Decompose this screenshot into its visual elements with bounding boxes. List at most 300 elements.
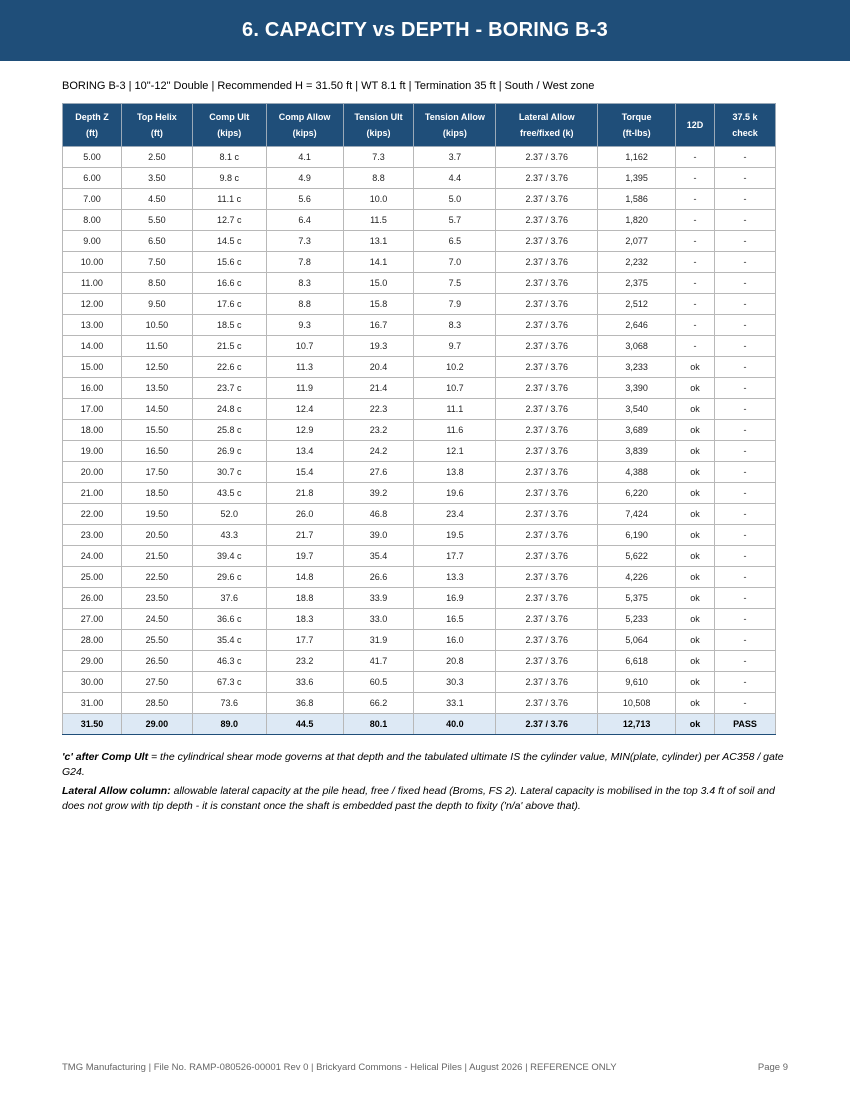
table-cell: 11.5 — [343, 210, 414, 231]
table-cell: 10.0 — [343, 189, 414, 210]
section-title: 6. CAPACITY vs DEPTH - BORING B-3 — [242, 19, 608, 41]
table-cell: - — [715, 672, 776, 693]
recommended-depth-row — [63, 714, 776, 735]
column-header-label: Comp Ult — [209, 112, 250, 122]
table-cell: 2.37 / 3.76 — [496, 462, 598, 483]
column-header-label: Tension Ult — [354, 112, 403, 122]
table-cell: 33.9 — [343, 588, 414, 609]
table-cell: 19.5 — [414, 525, 496, 546]
table-row — [63, 210, 776, 231]
table-cell: 5,233 — [598, 609, 676, 630]
table-cell: 2.37 / 3.76 — [496, 714, 598, 735]
table-cell: 28.50 — [121, 693, 192, 714]
table-cell: 13.8 — [414, 462, 496, 483]
table-cell: 11.6 — [414, 420, 496, 441]
table-cell: 26.50 — [121, 651, 192, 672]
table-cell: 2.50 — [121, 147, 192, 168]
table-header — [63, 104, 776, 147]
table-cell: 1,162 — [598, 147, 676, 168]
table-cell: 4.50 — [121, 189, 192, 210]
table-row — [63, 231, 776, 252]
table-cell: - — [715, 168, 776, 189]
table-cell: - — [715, 441, 776, 462]
table-cell: 23.50 — [121, 588, 192, 609]
table-cell: 13.00 — [63, 315, 122, 336]
table-cell: 11.00 — [63, 273, 122, 294]
table-cell: 41.7 — [343, 651, 414, 672]
table-cell: 11.1 — [414, 399, 496, 420]
table-cell: - — [676, 294, 715, 315]
table-cell: 26.0 — [266, 504, 343, 525]
table-cell: 14.00 — [63, 336, 122, 357]
table-cell: 2.37 / 3.76 — [496, 252, 598, 273]
table-cell: - — [676, 336, 715, 357]
table-cell: - — [715, 630, 776, 651]
table-cell: 2.37 / 3.76 — [496, 672, 598, 693]
table-body — [63, 147, 776, 735]
table-cell: 5.7 — [414, 210, 496, 231]
table-cell: 3,839 — [598, 441, 676, 462]
table-cell: 13.50 — [121, 378, 192, 399]
table-cell: 20.8 — [414, 651, 496, 672]
table-cell: 35.4 — [343, 546, 414, 567]
table-cell: 2,232 — [598, 252, 676, 273]
table-cell: 9.8 c — [192, 168, 266, 189]
table-cell: 67.3 c — [192, 672, 266, 693]
table-row — [63, 546, 776, 567]
column-header-unit: (ft) — [150, 128, 163, 138]
table-cell: - — [715, 504, 776, 525]
table-cell: 23.00 — [63, 525, 122, 546]
table-cell: 2.37 / 3.76 — [496, 651, 598, 672]
table-cell: 44.5 — [266, 714, 343, 735]
table-cell: 2.37 / 3.76 — [496, 567, 598, 588]
table-cell: 39.2 — [343, 483, 414, 504]
table-cell: 6.4 — [266, 210, 343, 231]
table-cell: 8.1 c — [192, 147, 266, 168]
table-cell: 2.37 / 3.76 — [496, 693, 598, 714]
table-cell: 31.50 — [63, 714, 122, 735]
table-cell: ok — [676, 378, 715, 399]
table-row — [63, 294, 776, 315]
page-number: Page 9 — [757, 1062, 788, 1073]
table-cell: 29.00 — [121, 714, 192, 735]
table-cell: 24.00 — [63, 546, 122, 567]
table-cell: - — [715, 315, 776, 336]
table-cell: 22.50 — [121, 567, 192, 588]
table-cell: 5,064 — [598, 630, 676, 651]
table-cell: 13.3 — [414, 567, 496, 588]
column-header-unit: check — [732, 128, 758, 138]
table-cell: - — [715, 294, 776, 315]
table-cell: 31.9 — [343, 630, 414, 651]
table-cell: 7.9 — [414, 294, 496, 315]
column-header — [121, 104, 192, 147]
table-cell: 18.8 — [266, 588, 343, 609]
table-cell: 3,233 — [598, 357, 676, 378]
table-cell: - — [676, 315, 715, 336]
table-cell: 73.6 — [192, 693, 266, 714]
table-cell: 26.00 — [63, 588, 122, 609]
table-cell: 4.4 — [414, 168, 496, 189]
table-cell: 16.5 — [414, 609, 496, 630]
table-cell: - — [715, 336, 776, 357]
table-cell: 7.3 — [266, 231, 343, 252]
table-cell: 2.37 / 3.76 — [496, 399, 598, 420]
table-cell: 7,424 — [598, 504, 676, 525]
table-cell: 29.6 c — [192, 567, 266, 588]
column-header — [192, 104, 266, 147]
table-cell: 9.7 — [414, 336, 496, 357]
table-cell: 10.7 — [266, 336, 343, 357]
table-cell: 12,713 — [598, 714, 676, 735]
table-cell: 21.5 c — [192, 336, 266, 357]
table-cell: 5.00 — [63, 147, 122, 168]
table-cell: 5.6 — [266, 189, 343, 210]
note-lateral-allow-label: Lateral Allow column: — [62, 785, 171, 797]
table-cell: 16.00 — [63, 378, 122, 399]
table-cell: 17.7 — [414, 546, 496, 567]
table-cell: 9,610 — [598, 672, 676, 693]
column-header-label: Tension Allow — [424, 112, 485, 122]
column-header — [63, 104, 122, 147]
table-cell: 11.3 — [266, 357, 343, 378]
table-cell: 33.6 — [266, 672, 343, 693]
table-cell: 2.37 / 3.76 — [496, 294, 598, 315]
table-cell: ok — [676, 441, 715, 462]
table-cell: 80.1 — [343, 714, 414, 735]
table-cell: 6,220 — [598, 483, 676, 504]
table-cell: 10,508 — [598, 693, 676, 714]
table-cell: - — [715, 378, 776, 399]
table-cell: 1,586 — [598, 189, 676, 210]
table-cell: 25.8 c — [192, 420, 266, 441]
table-cell: 11.9 — [266, 378, 343, 399]
table-cell: ok — [676, 420, 715, 441]
column-header-unit: (kips) — [217, 128, 242, 138]
table-cell: 13.1 — [343, 231, 414, 252]
table-cell: ok — [676, 588, 715, 609]
table-cell: 2.37 / 3.76 — [496, 357, 598, 378]
table-row — [63, 651, 776, 672]
table-cell: 30.3 — [414, 672, 496, 693]
table-cell: 2.37 / 3.76 — [496, 483, 598, 504]
table-cell: 3,068 — [598, 336, 676, 357]
table-cell: 12.50 — [121, 357, 192, 378]
table-cell: 3,540 — [598, 399, 676, 420]
table-cell: 2.37 / 3.76 — [496, 420, 598, 441]
table-cell: 46.3 c — [192, 651, 266, 672]
table-cell: 28.00 — [63, 630, 122, 651]
table-cell: 20.4 — [343, 357, 414, 378]
column-header — [414, 104, 496, 147]
table-cell: 33.1 — [414, 693, 496, 714]
table-cell: 46.8 — [343, 504, 414, 525]
column-header-label: Top Helix — [136, 112, 177, 122]
table-cell: ok — [676, 714, 715, 735]
table-cell: 7.0 — [414, 252, 496, 273]
table-cell: 21.50 — [121, 546, 192, 567]
table-cell: 66.2 — [343, 693, 414, 714]
table-cell: 12.4 — [266, 399, 343, 420]
table-cell: 16.9 — [414, 588, 496, 609]
table-cell: 33.0 — [343, 609, 414, 630]
table-cell: 19.00 — [63, 441, 122, 462]
column-header-label: 12D — [686, 120, 704, 130]
table-cell: 2.37 / 3.76 — [496, 378, 598, 399]
page-footer: TMG Manufacturing | File No. RAMP-080526-00001 Rev 0 | Brickyard Commons - Helical Piles | August 2026 | REFERENCE ONLY — [62, 1062, 617, 1073]
table-cell: 18.5 c — [192, 315, 266, 336]
table-cell: PASS — [715, 714, 776, 735]
table-cell: - — [715, 147, 776, 168]
table-cell: 12.9 — [266, 420, 343, 441]
table-cell: 39.4 c — [192, 546, 266, 567]
column-header — [715, 104, 776, 147]
table-cell: 4,388 — [598, 462, 676, 483]
table-row — [63, 672, 776, 693]
table-cell: 16.7 — [343, 315, 414, 336]
table-cell: 43.5 c — [192, 483, 266, 504]
table-cell: 18.00 — [63, 420, 122, 441]
table-cell: 2.37 / 3.76 — [496, 504, 598, 525]
table-cell: - — [676, 231, 715, 252]
table-cell: 12.7 c — [192, 210, 266, 231]
table-cell: 9.50 — [121, 294, 192, 315]
table-row — [63, 420, 776, 441]
table-cell: 5.0 — [414, 189, 496, 210]
table-row — [63, 567, 776, 588]
table-cell: 39.0 — [343, 525, 414, 546]
table-cell: - — [715, 567, 776, 588]
table-cell: 2,646 — [598, 315, 676, 336]
table-cell: - — [715, 609, 776, 630]
table-cell: - — [676, 210, 715, 231]
table-cell: ok — [676, 672, 715, 693]
table-cell: 12.1 — [414, 441, 496, 462]
table-cell: 8.3 — [414, 315, 496, 336]
table-cell: 24.50 — [121, 609, 192, 630]
table-row — [63, 315, 776, 336]
table-cell: 7.3 — [343, 147, 414, 168]
table-cell: ok — [676, 525, 715, 546]
table-cell: 25.00 — [63, 567, 122, 588]
table-cell: - — [715, 588, 776, 609]
table-cell: 2.37 / 3.76 — [496, 210, 598, 231]
table-row — [63, 525, 776, 546]
table-cell: ok — [676, 462, 715, 483]
column-header — [676, 104, 715, 147]
table-cell: 40.0 — [414, 714, 496, 735]
table-row — [63, 483, 776, 504]
table-cell: 89.0 — [192, 714, 266, 735]
table-cell: 31.00 — [63, 693, 122, 714]
note-lateral-allow — [62, 784, 788, 814]
table-row — [63, 693, 776, 714]
table-cell: 15.00 — [63, 357, 122, 378]
table-cell: 4,226 — [598, 567, 676, 588]
table-cell: 9.00 — [63, 231, 122, 252]
table-cell: 17.6 c — [192, 294, 266, 315]
table-cell: 26.6 — [343, 567, 414, 588]
table-cell: 14.1 — [343, 252, 414, 273]
column-header-unit: free/fixed (k) — [519, 128, 574, 138]
table-cell: 7.50 — [121, 252, 192, 273]
column-header — [598, 104, 676, 147]
table-cell: ok — [676, 567, 715, 588]
table-cell: 52.0 — [192, 504, 266, 525]
section-header — [0, 0, 850, 61]
table-cell: ok — [676, 399, 715, 420]
table-cell: 23.2 — [266, 651, 343, 672]
table-cell: 18.50 — [121, 483, 192, 504]
table-cell: - — [715, 210, 776, 231]
table-cell: 6,190 — [598, 525, 676, 546]
table-cell: 8.8 — [343, 168, 414, 189]
table-cell: ok — [676, 651, 715, 672]
table-row — [63, 378, 776, 399]
table-cell: 3.50 — [121, 168, 192, 189]
table-cell: 15.6 c — [192, 252, 266, 273]
table-cell: 17.50 — [121, 462, 192, 483]
table-cell: 2.37 / 3.76 — [496, 168, 598, 189]
table-cell: 2,077 — [598, 231, 676, 252]
table-row — [63, 189, 776, 210]
table-cell: 26.9 c — [192, 441, 266, 462]
table-cell: ok — [676, 483, 715, 504]
table-cell: 8.00 — [63, 210, 122, 231]
table-cell: - — [715, 651, 776, 672]
table-cell: - — [715, 273, 776, 294]
table-cell: 30.00 — [63, 672, 122, 693]
table-cell: 21.00 — [63, 483, 122, 504]
table-cell: 4.1 — [266, 147, 343, 168]
table-cell: 2.37 / 3.76 — [496, 441, 598, 462]
column-header-label: Comp Allow — [278, 112, 331, 122]
table-cell: - — [715, 525, 776, 546]
table-cell: 27.50 — [121, 672, 192, 693]
table-cell: - — [715, 462, 776, 483]
table-row — [63, 441, 776, 462]
table-cell: 22.6 c — [192, 357, 266, 378]
table-cell: 36.8 — [266, 693, 343, 714]
table-cell: 19.6 — [414, 483, 496, 504]
table-cell: 3,390 — [598, 378, 676, 399]
table-cell: 20.00 — [63, 462, 122, 483]
table-row — [63, 252, 776, 273]
table-cell: 8.3 — [266, 273, 343, 294]
table-cell: 7.5 — [414, 273, 496, 294]
table-cell: 10.00 — [63, 252, 122, 273]
column-header-label: Depth Z — [75, 112, 109, 122]
table-cell: 12.00 — [63, 294, 122, 315]
table-cell: 19.3 — [343, 336, 414, 357]
table-cell: - — [715, 420, 776, 441]
table-cell: - — [676, 147, 715, 168]
column-header-unit: (kips) — [442, 128, 467, 138]
table-cell: - — [676, 189, 715, 210]
table-cell: ok — [676, 546, 715, 567]
table-cell: 14.50 — [121, 399, 192, 420]
table-row — [63, 630, 776, 651]
table-row — [63, 504, 776, 525]
table-row — [63, 399, 776, 420]
capacity-table — [62, 103, 776, 735]
table-cell: ok — [676, 504, 715, 525]
table-cell: 27.00 — [63, 609, 122, 630]
table-cell: 6.5 — [414, 231, 496, 252]
column-header-unit: (ft-lbs) — [622, 128, 651, 138]
table-cell: - — [715, 693, 776, 714]
table-cell: - — [715, 231, 776, 252]
table-cell: - — [676, 252, 715, 273]
table-cell: 2.37 / 3.76 — [496, 273, 598, 294]
table-cell: 17.7 — [266, 630, 343, 651]
table-cell: 2.37 / 3.76 — [496, 315, 598, 336]
table-cell: 43.3 — [192, 525, 266, 546]
table-cell: 13.4 — [266, 441, 343, 462]
table-cell: 8.50 — [121, 273, 192, 294]
table-row — [63, 336, 776, 357]
table-cell: 15.50 — [121, 420, 192, 441]
table-cell: 14.8 — [266, 567, 343, 588]
table-cell: 9.3 — [266, 315, 343, 336]
note-cylinder-shear-label: 'c' after Comp Ult — [62, 751, 149, 763]
table-cell: 27.6 — [343, 462, 414, 483]
table-cell: 16.50 — [121, 441, 192, 462]
table-row — [63, 462, 776, 483]
table-cell: 37.6 — [192, 588, 266, 609]
column-header-unit: (kips) — [366, 128, 391, 138]
table-cell: 6.50 — [121, 231, 192, 252]
table-cell: 30.7 c — [192, 462, 266, 483]
table-cell: 29.00 — [63, 651, 122, 672]
table-cell: 19.7 — [266, 546, 343, 567]
table-cell: 2.37 / 3.76 — [496, 609, 598, 630]
table-cell: 8.8 — [266, 294, 343, 315]
table-cell: - — [715, 189, 776, 210]
table-cell: 2.37 / 3.76 — [496, 231, 598, 252]
table-cell: ok — [676, 357, 715, 378]
table-cell: 7.00 — [63, 189, 122, 210]
table-cell: - — [715, 483, 776, 504]
table-cell: 14.5 c — [192, 231, 266, 252]
table-cell: 1,820 — [598, 210, 676, 231]
table-cell: 11.1 c — [192, 189, 266, 210]
table-cell: - — [715, 399, 776, 420]
table-cell: 60.5 — [343, 672, 414, 693]
table-cell: 10.50 — [121, 315, 192, 336]
table-cell: 21.8 — [266, 483, 343, 504]
table-cell: 18.3 — [266, 609, 343, 630]
boring-summary: BORING B-3 | 10"-12" Double | Recommended H = 31.50 ft | WT 8.1 ft | Termination 35 ft | South / West zone — [62, 80, 595, 92]
table-row — [63, 273, 776, 294]
note-lateral-allow-text: allowable lateral capacity at the pile head, free / fixed head (Broms, FS 2). Lateral capacity is mobilised in the top 3.4 ft of soil and does not grow with tip depth - it is constant once the shaft is embedded past the depth to fixity ('n/a' above that). — [62, 785, 775, 812]
table-cell: - — [715, 357, 776, 378]
table-cell: 15.8 — [343, 294, 414, 315]
note-cylinder-shear-text: = the cylindrical shear mode governs at that depth and the tabulated ultimate IS the cylinder value, MIN(plate, cylinder) per AC358 / gate G24. — [62, 751, 784, 778]
table-cell: 5.50 — [121, 210, 192, 231]
table-cell: 16.6 c — [192, 273, 266, 294]
table-cell: 11.50 — [121, 336, 192, 357]
table-cell: 17.00 — [63, 399, 122, 420]
column-header — [496, 104, 598, 147]
table-cell: 2.37 / 3.76 — [496, 546, 598, 567]
table-cell: 2.37 / 3.76 — [496, 630, 598, 651]
table-cell: 3,689 — [598, 420, 676, 441]
table-row — [63, 357, 776, 378]
table-cell: 23.2 — [343, 420, 414, 441]
table-cell: 22.3 — [343, 399, 414, 420]
